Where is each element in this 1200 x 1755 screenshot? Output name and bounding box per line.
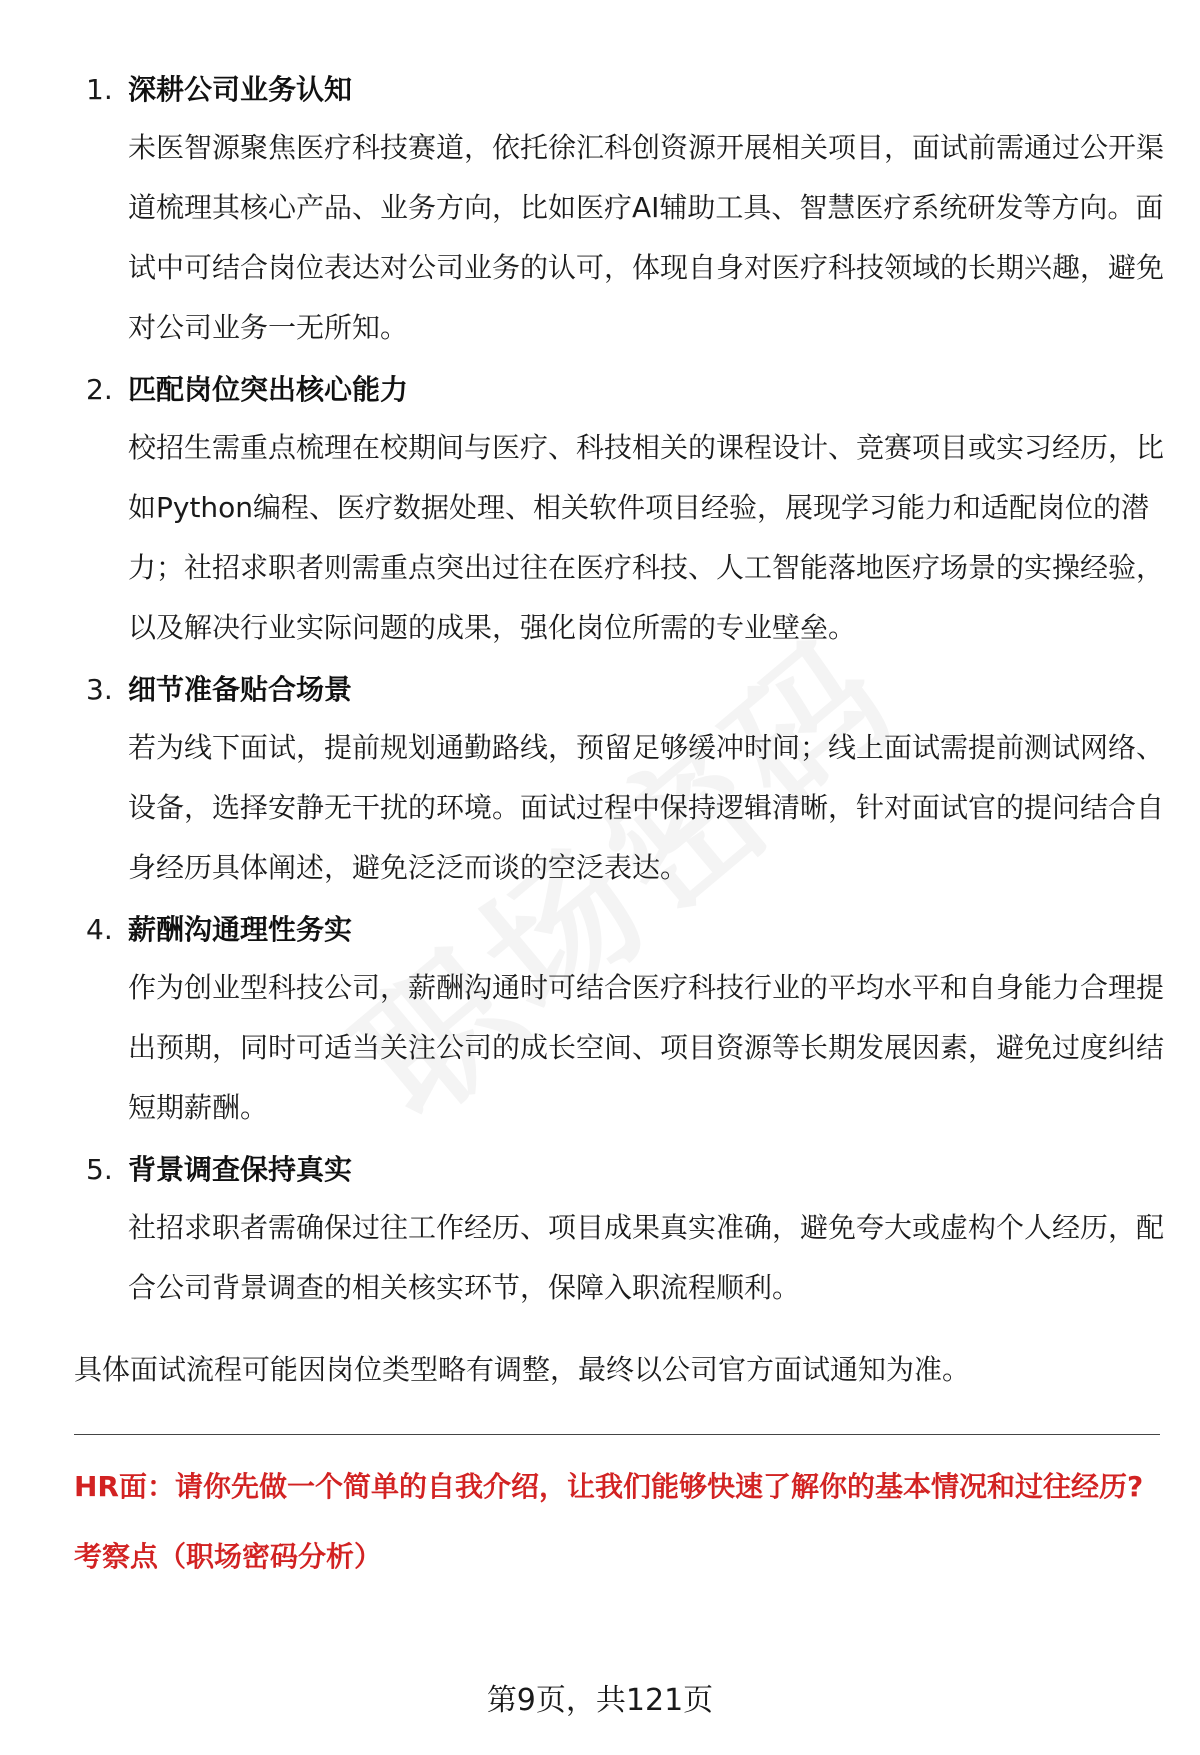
list-item	[74, 62, 1164, 358]
item-title: 薪酬沟通理性务实	[128, 913, 353, 946]
list-item	[74, 362, 1164, 658]
item-number: 2.	[86, 373, 113, 406]
item-title: 匹配岗位突出核心能力	[128, 373, 409, 406]
item-body: 作为创业型科技公司，薪酬沟通时可结合医疗科技行业的平均水平和自身能力合理提出预期，同时可适当关注公司的成长空间、项目资源等长期发展因素，避免过度纠结短期薪酬。	[128, 971, 1165, 1124]
item-title: 深耕公司业务认知	[128, 73, 353, 106]
item-body: 未医智源聚焦医疗科技赛道，依托徐汇科创资源开展相关项目，面试前需通过公开渠道梳理其核心产品、业务方向，比如医疗AI辅助工具、智慧医疗系统研发等方向。面试中可结合岗位表达对公司业务的认可，体现自身对医疗科技领域的长期兴趣，避免对公司业务一无所知。	[128, 131, 1165, 344]
divider	[74, 1434, 1160, 1435]
item-number: 3.	[86, 673, 113, 706]
list-item	[74, 1142, 1164, 1318]
item-body: 若为线下面试，提前规划通勤路线，预留足够缓冲时间；线上面试需提前测试网络、设备，选择安静无干扰的环境。面试过程中保持逻辑清晰，针对面试官的提问结合自身经历具体阐述，避免泛泛而谈的空泛表达。	[128, 731, 1165, 884]
summary-text: 具体面试流程可能因岗位类型略有调整，最终以公司官方面试通知为准。	[74, 1353, 971, 1386]
item-title: 细节准备贴合场景	[128, 673, 353, 706]
item-number: 5.	[86, 1153, 113, 1186]
item-number: 1.	[86, 73, 113, 106]
list-item	[74, 902, 1164, 1138]
item-body: 校招生需重点梳理在校期间与医疗、科技相关的课程设计、竞赛项目或实习经历，比如Python编程、医疗数据处理、相关软件项目经验，展现学习能力和适配岗位的潜力；社招求职者则需重点突出过往在医疗科技、人工智能落地医疗场景的实操经验，以及解决行业实际问题的成果，强化岗位所需的专业壁垒。	[128, 431, 1165, 644]
hr-question: HR面：请你先做一个简单的自我介绍，让我们能够快速了解你的基本情况和过往经历?	[74, 1470, 1144, 1503]
item-number: 4.	[86, 913, 113, 946]
page-content	[74, 62, 1164, 1579]
item-title: 背景调查保持真实	[128, 1153, 353, 1186]
assessment-point-title: 考察点（职场密码分析）	[74, 1540, 383, 1573]
tips-list	[74, 62, 1164, 1318]
item-body: 社招求职者需确保过往工作经历、项目成果真实准确，避免夸大或虚构个人经历，配合公司背景调查的相关核实环节，保障入职流程顺利。	[128, 1211, 1165, 1304]
page-number: 第9页，共121页	[486, 1683, 714, 1718]
list-item	[74, 662, 1164, 898]
